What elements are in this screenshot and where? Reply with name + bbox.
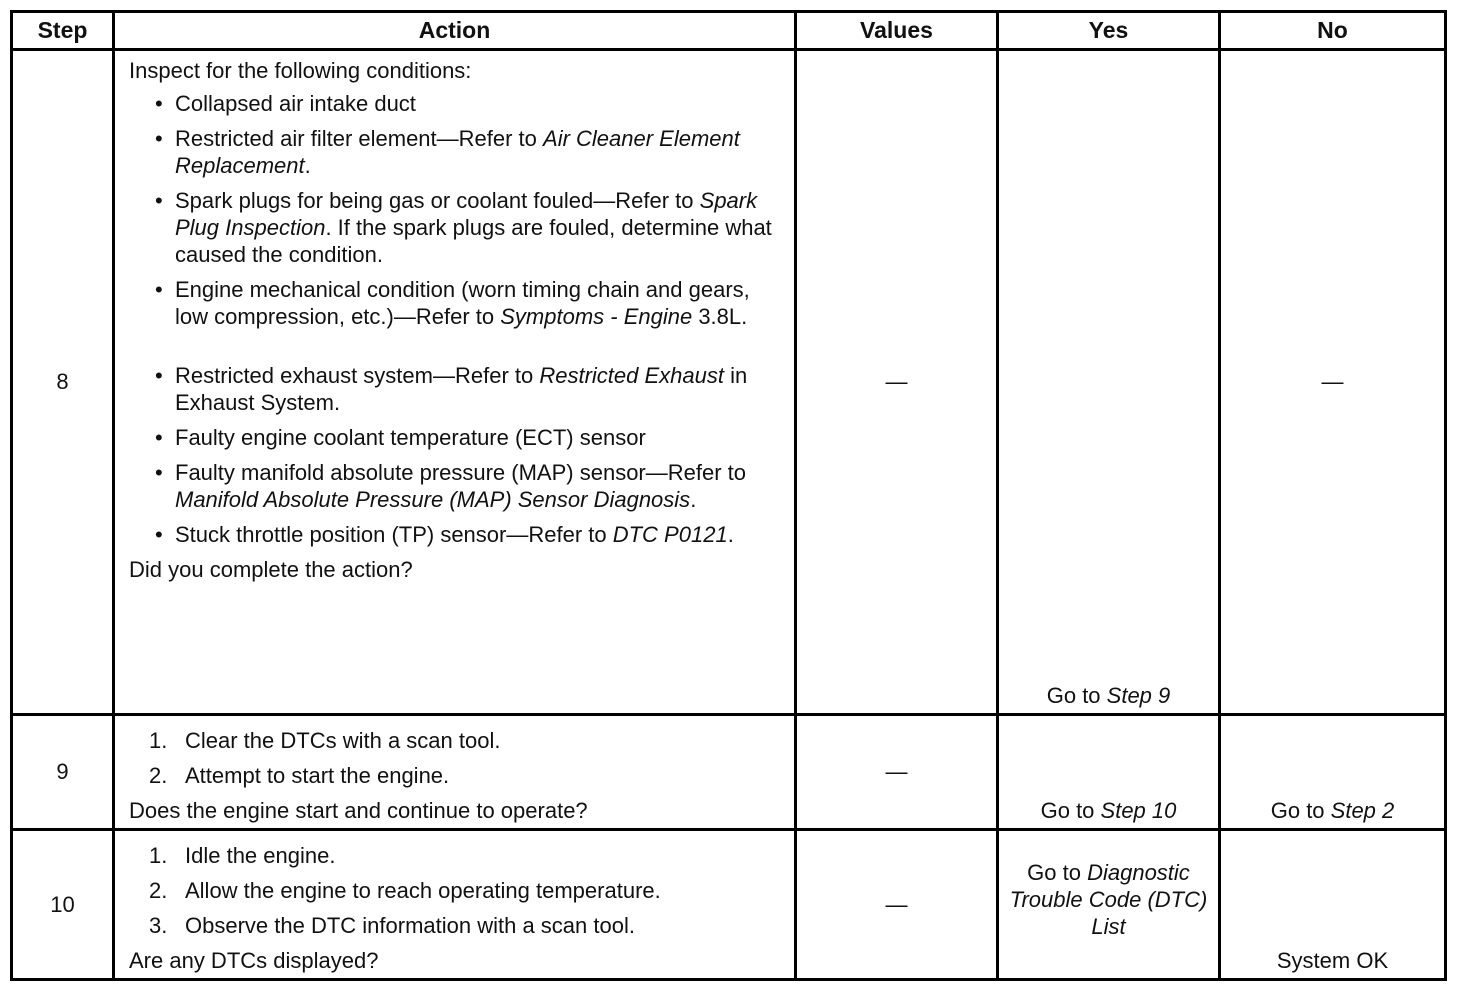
header-no: No	[1220, 12, 1446, 50]
action-question: Did you complete the action?	[129, 557, 413, 582]
reference-link[interactable]: Spark Plug Inspection	[175, 188, 758, 240]
list-item: 1. Idle the engine.	[149, 843, 336, 868]
header-values: Values	[796, 12, 998, 50]
no-cell: System OK	[1220, 830, 1446, 980]
condition-list	[129, 90, 786, 548]
step-row-9	[12, 715, 1446, 830]
step-link[interactable]: Step 10	[1100, 798, 1177, 823]
list-item: • Faulty engine coolant temperature (ECT) sensor	[129, 424, 786, 451]
header-step: Step	[12, 12, 114, 50]
list-item: 1. Clear the DTCs with a scan tool.	[149, 728, 501, 753]
list-item: 3. Observe the DTC information with a scan tool.	[149, 913, 635, 938]
action-intro: Inspect for the following conditions:	[129, 58, 472, 83]
list-item: 2. Attempt to start the engine.	[149, 763, 450, 788]
values-cell: —	[796, 715, 998, 830]
list-item: • Restricted exhaust system—Refer to Restricted Exhaust in Exhaust System.	[129, 362, 786, 416]
list-item: • Engine mechanical condition (worn timing chain and gears, low compression, etc.)—Refer to Symptoms - Engine 3.8L.	[129, 276, 786, 330]
reference-link[interactable]: Symptoms - Engine	[500, 304, 693, 329]
list-item: • Faulty manifold absolute pressure (MAP) sensor—Refer to Manifold Absolute Pressure (MAP) Sensor Diagnosis.	[129, 459, 786, 513]
header-action: Action	[114, 12, 796, 50]
reference-link[interactable]: DTC P0121	[612, 522, 728, 547]
list-item: • Stuck throttle position (TP) sensor—Refer to DTC P0121.	[129, 521, 786, 548]
step-link[interactable]: Step 9	[1106, 683, 1171, 708]
step-number: 9	[12, 715, 114, 830]
step-number: 10	[12, 830, 114, 980]
action-cell	[114, 715, 796, 830]
step-link[interactable]: Diagnostic Trouble Code (DTC) List	[1009, 860, 1208, 939]
step-row-8	[12, 50, 1446, 715]
no-cell: —	[1220, 50, 1446, 715]
header-yes: Yes	[998, 12, 1220, 50]
action-cell	[114, 50, 796, 715]
reference-link[interactable]: Manifold Absolute Pressure (MAP) Sensor Diagnosis	[175, 487, 691, 512]
yes-cell: Go to Step 9	[998, 50, 1220, 715]
values-cell: —	[796, 830, 998, 980]
yes-cell: Go to Diagnostic Trouble Code (DTC) List	[998, 830, 1220, 980]
yes-cell: Go to Step 10	[998, 715, 1220, 830]
step-list	[129, 842, 786, 939]
action-question: Are any DTCs displayed?	[129, 948, 379, 973]
step-link[interactable]: Step 2	[1330, 798, 1395, 823]
action-question: Does the engine start and continue to operate?	[129, 798, 588, 823]
no-cell: Go to Step 2	[1220, 715, 1446, 830]
reference-link[interactable]: Restricted Exhaust	[539, 363, 724, 388]
action-cell	[114, 830, 796, 980]
step-number: 8	[12, 50, 114, 715]
reference-link[interactable]: Air Cleaner Element Replacement	[175, 126, 740, 178]
list-item: • Spark plugs for being gas or coolant fouled—Refer to Spark Plug Inspection. If the spark plugs are fouled, determine what caused the condition.	[129, 187, 786, 268]
values-cell: —	[796, 50, 998, 715]
list-item: • Restricted air filter element—Refer to Air Cleaner Element Replacement.	[129, 125, 786, 179]
step-row-10	[12, 830, 1446, 980]
step-list	[129, 727, 786, 789]
list-item: 2. Allow the engine to reach operating temperature.	[149, 878, 661, 903]
list-item: • Collapsed air intake duct	[129, 90, 786, 117]
header-row	[12, 12, 1446, 50]
diagnostic-table	[10, 10, 1447, 981]
